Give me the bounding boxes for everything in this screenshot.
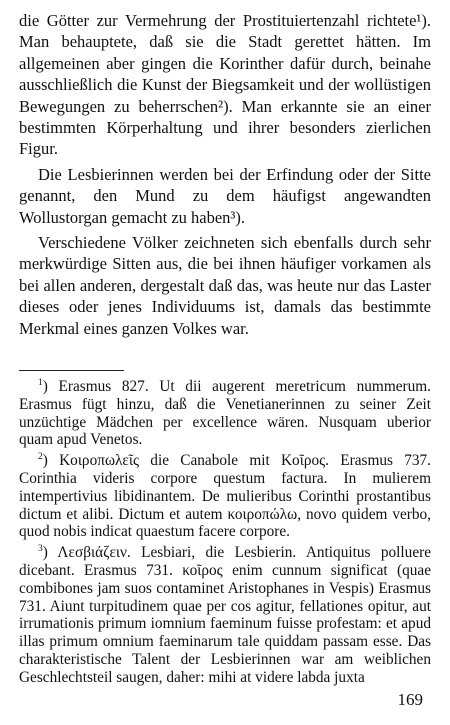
footnote-1	[19, 378, 431, 449]
footnotes	[19, 378, 431, 687]
paragraph-2: Die Lesbierinnen werden bei der Erfindung oder der Sitte genannt, den Mund zu dem häufigst angewandten Wollustorgan gemacht zu haben³).	[19, 164, 431, 227]
book-page	[19, 10, 431, 690]
footnote-marker: 2	[38, 452, 43, 463]
footnote-divider	[19, 370, 124, 371]
main-text	[19, 10, 431, 339]
footnote-2	[19, 452, 431, 541]
footnote-text: ) Λεσβιάζειν. Lesbiari, die Lesbierin. Antiquitus polluere dicebant. Erasmus 731. κοῖρος enim cunnum significat (quae combibones jam suos contaminet Aristophanes in Vespis) Erasmus 731. Aiunt turpitudinem quae per cos agitur, fellationes opitur, aut irrumationis primum iomnium faeminum fuisse profestam: et apud illas primum omnium faeminarum tale quiddam passam esse. Das charakteristische Talent der Lesbierinnen war am weiblichen Geschlechtsteil saugen, daher: mihi at videre labda juxta	[19, 544, 431, 686]
paragraph-3: Verschiedene Völker zeichneten sich ebenfalls durch sehr merkwürdige Sitten aus, die bei ihnen häufiger vorkamen als bei allen anderen, dergestalt daß das, was heute nur das Laster dieses oder jenes Individuums ist, damals das bestimmte Merkmal eines ganzen Volkes war.	[19, 233, 431, 338]
footnote-marker: 3	[38, 544, 43, 555]
footnote-3	[19, 544, 431, 686]
paragraph-1: die Götter zur Vermehrung der Prostituiertenzahl richtete¹). Man behauptete, daß sie die Stadt gerettet hätten. Im allgemeinen aber gingen die Korinther dafür durch, beinahe ausschließlich die Kunst der Biegsamkeit und der wollüstigen Bewegungen zu beherrschen²). Man erkannte sie an einer bestimmten Körperhaltung und ihrer besonders zierlichen Figur.	[19, 11, 431, 159]
footnote-marker: 1	[38, 378, 43, 388]
footnote-text: ) Κοιροπωλεῖς die Canabole mit Κοῖρος. Erasmus 737. Corinthia videris corpore questum factura. In mulierem intempertivius libidinantem. De mulieribus Corinthi prostantibus dictum et alibi. Dictum et autem κοιροπώλω, novo quidem verbo, quod nobis indicat quaestum facere corpore.	[19, 452, 431, 541]
footnote-text: ) Erasmus 827. Ut dii augerent meretricum nummerum. Erasmus fügt hinzu, daß die Venetianerinnen zu seiner Zeit unzüchtige Mädchen per excellence wären. Nusquam uberior quam apud Venetos.	[19, 378, 431, 449]
page-number: 169	[397, 690, 423, 709]
